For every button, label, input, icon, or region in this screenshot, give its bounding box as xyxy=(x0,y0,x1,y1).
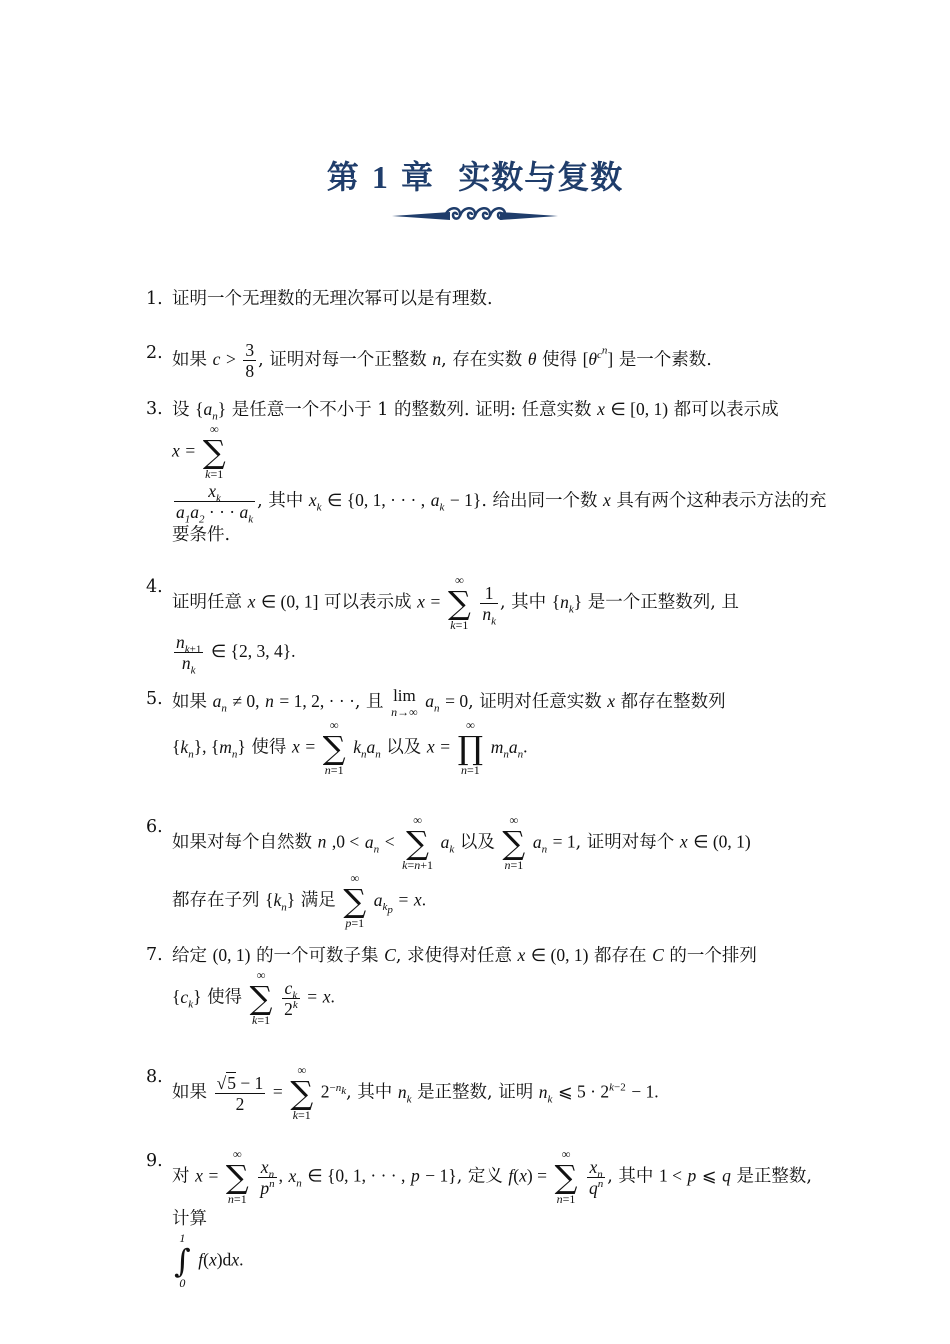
problem-7: 7. 给定 (0, 1) 的一个可数子集 C, 求使得对任意 x ∈ (0, 1) 都存在 C 的一个排列 $\{c_k\}$ 使得 ∞ ∑ k=1 $\frac{c_k}{2^k}$ = x. xyxy=(146,942,830,1027)
chapter-suffix: 章 xyxy=(400,158,434,196)
problem-number: 9. xyxy=(146,1151,163,1171)
problem-5: 5. 如果 $a_n \ne 0$, n = 1, 2, · · ·, 且 lim n→∞ $a_n = 0$, 证明对任意实数 x 都存在整数列 $\{k_n\}$, $\{m_n\}$ 使得 x = ∞ ∑ n=1 $k_na_n$ 以及 x = ∞ ∏ n=1 $m_na_n$. xyxy=(146,686,726,777)
problem-text: , 其中 xyxy=(257,491,304,511)
problem-text: , 求使得对任意 xyxy=(395,946,512,966)
problem-text: 是正整数, 计算 xyxy=(172,1166,812,1229)
problem-text: 具有两个这种表示方法的充要条件. xyxy=(172,491,827,545)
problem-4: 4. 证明任意 x ∈ (0, 1] 可以表示成 x = ∞ ∑ k=1 $\frac{1}{n_k}$ , 其中 $\{n_k\}$ 是一个正整数列, 且 $\frac{n_{k+1}}{n_k}$ ∈ {2, 3, 4}. xyxy=(146,573,739,677)
problem-number: 3. xyxy=(146,399,163,419)
problem-text: 证明一个无理数的无理次幂可以是有理数. xyxy=(172,289,493,309)
problem-2: 2. 如果 c > $\frac{3}{8}$ , 证明对每一个正整数 n, 存在实数 θ 使得 $[\theta^{c^n}]$ 是一个素数. xyxy=(146,340,712,381)
problem-text: , 其中 xyxy=(500,592,547,613)
problem-text: 使得 xyxy=(207,987,243,1008)
chapter-label: 第 xyxy=(326,158,360,196)
chapter-title xyxy=(0,152,950,198)
problem-text: 如果 xyxy=(172,692,207,712)
problem-text: . 给出同一个数 xyxy=(481,491,598,511)
problem-1 xyxy=(146,286,830,312)
problem-number: 1. xyxy=(146,289,163,309)
problem-text: 给定 xyxy=(172,946,207,966)
problem-text: 使得 xyxy=(542,350,577,370)
problem-text: , 其中 xyxy=(607,1166,654,1187)
problem-text: 是一个正整数列, 且 xyxy=(587,592,739,613)
problem-number: 6. xyxy=(146,817,163,837)
problem-text: 的一个可数子集 xyxy=(256,946,379,966)
problem-text: 设 xyxy=(172,400,190,420)
problem-text: 是正整数, 证明 xyxy=(417,1082,534,1103)
problem-number: 2. xyxy=(146,343,163,363)
problem-text: 都存在 xyxy=(594,946,647,966)
problem-text: , 且 xyxy=(354,692,384,712)
problem-number: 4. xyxy=(146,577,163,597)
problem-text: 满足 xyxy=(300,890,336,911)
problem-text: 的一个排列 xyxy=(669,946,757,966)
problem-8: 8. 如果 $\frac{√5 - 1}{2}$ = ∞ ∑ k=1 $2^{-n_k}$, 其中 $n_k$ 是正整数, 证明 $n_k$ ⩽ $5 \cdot 2^{k-2} - 1$. xyxy=(146,1063,659,1122)
problem-text: 以及 xyxy=(459,832,495,853)
problem-text: 都存在整数列 xyxy=(620,692,726,712)
problem-text: , 存在实数 xyxy=(441,350,523,370)
problem-3: 3. 设 $\{a_n\}$ 是任意一个不小于 1 的整数列. 证明: 任意实数 x ∈ [0, 1) 都可以表示成 x = ∞ ∑ k=1 $\frac{x_k}{a_1a_2 \cdot \cdot \cdot a_k}$ , 其中 $x_k$ ∈ {0, 1, · · · , $a_k - 1$}. 给出同一个数 x 具有两个这种表示方法的充要条件. xyxy=(146,396,830,548)
problem-text: 可以表示成 xyxy=(324,592,412,613)
problem-9: 9. 对 x = ∞ ∑ n=1 $\frac{x_n}{p^n}$ , $x_n$ ∈ {0, 1, · · · , p − 1}, 定义 f(x) = ∞ ∑ n=1 $\frac{x_n}{q^n}$ , 其中 1 < p ⩽ q 是正整数, 计算 1 ∫ 0 f(x)dx. xyxy=(146,1147,812,1290)
problem-text: 如果 xyxy=(172,1082,207,1103)
chapter-number: 1 xyxy=(371,159,389,195)
problem-text: 如果对每个自然数 xyxy=(172,832,312,853)
problem-text: , 其中 xyxy=(346,1082,393,1103)
problem-number: 5. xyxy=(146,689,163,709)
problem-text: 都可以表示成 xyxy=(673,400,779,420)
problem-text: 以及 xyxy=(386,737,422,758)
problem-text: , 定义 xyxy=(456,1166,503,1187)
problem-text: , 证明对任意实数 xyxy=(468,692,602,712)
chapter-name: 实数与复数 xyxy=(458,158,624,196)
problem-number: 8. xyxy=(146,1067,163,1087)
problem-text: 使得 xyxy=(251,737,287,758)
problem-number: 7. xyxy=(146,945,163,965)
problem-text: 都存在子列 xyxy=(172,890,260,911)
problem-text: 是任意一个不小于 1 的整数列. 证明: 任意实数 xyxy=(231,400,592,420)
problem-text: 对 xyxy=(172,1166,190,1187)
problem-text: 是一个素数. xyxy=(618,350,712,370)
problem-text: , 证明对每一个正整数 xyxy=(258,350,427,370)
problem-text: 如果 xyxy=(172,350,207,370)
problem-6: 6. 如果对每个自然数 n $,0 < a_n$ < ∞ ∑ k=n+1 $a_k$ 以及 ∞ ∑ n=1 $a_n = 1$, 证明对每个 x ∈ (0, 1) 都存在子列 $\{k_n\}$ 满足 ∞ ∑ p=1 $a_{k_p} = x$. xyxy=(146,813,751,930)
problem-text: , 证明对每个 xyxy=(575,832,675,853)
problem-text: 证明任意 xyxy=(172,592,242,613)
ornament-divider xyxy=(390,204,560,228)
